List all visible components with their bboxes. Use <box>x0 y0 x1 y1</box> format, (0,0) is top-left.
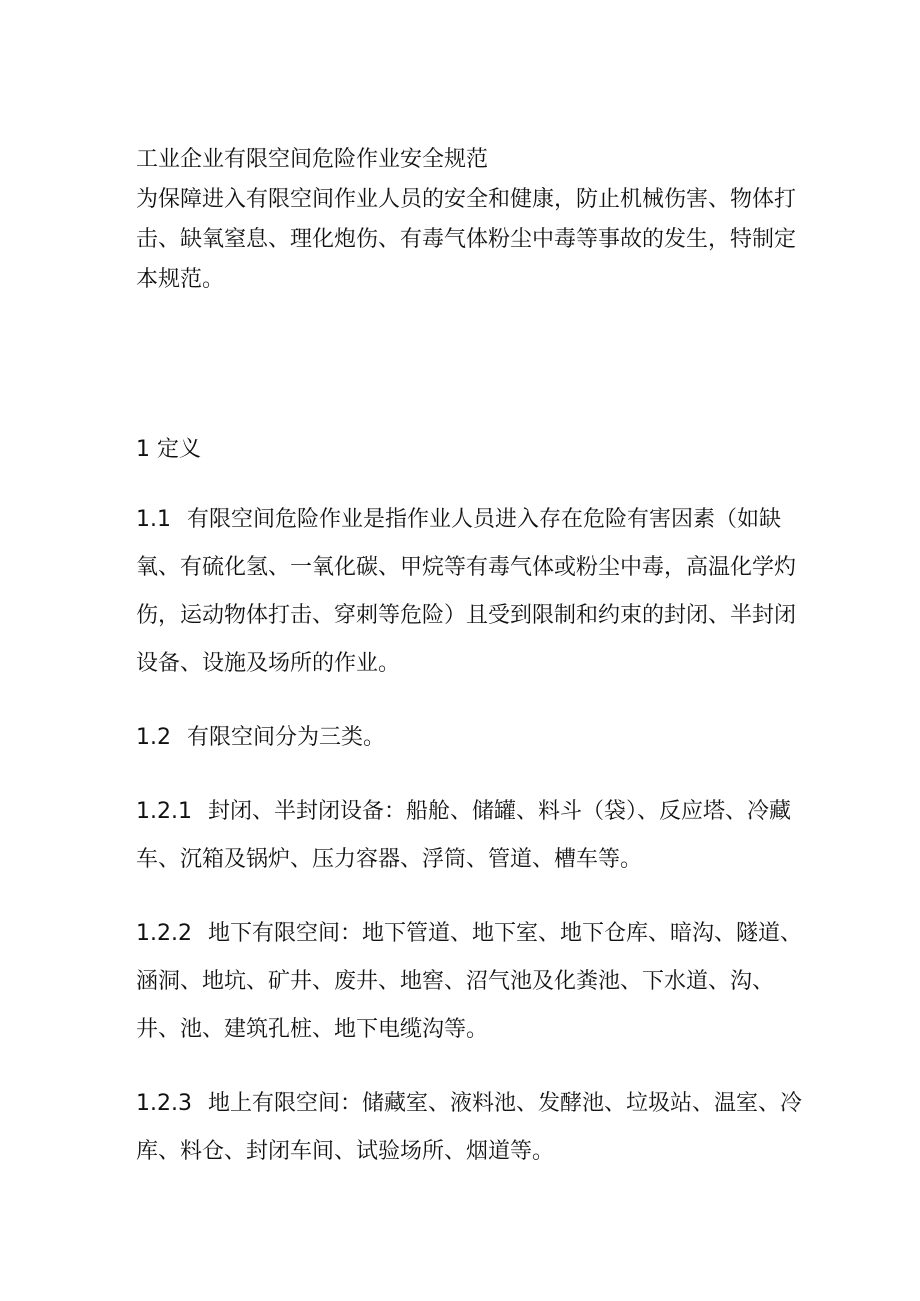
document-title: 工业企业有限空间危险作业安全规范 <box>136 147 489 172</box>
clause-number: 1.2.3 <box>136 1091 192 1116</box>
clause-1-2-3 <box>136 1080 808 1176</box>
clause-1-2-1 <box>136 788 808 884</box>
section-heading: 1 定义 <box>136 437 201 462</box>
clause-text: 地下有限空间：地下管道、地下室、地下仓库、暗沟、隧道、涵洞、地坑、矿井、废井、地窖、沼气池及化粪池、下水道、沟、井、池、建筑孔桩、地下电缆沟等。 <box>136 921 802 1042</box>
clause-number: 1.2.2 <box>136 921 192 946</box>
clause-number: 1.1 <box>136 507 171 532</box>
clause-text: 地上有限空间：储藏室、液料池、发酵池、垃圾站、温室、冷库、料仓、封闭车间、试验场所、烟道等。 <box>136 1091 802 1164</box>
clause-number: 1.2.1 <box>136 799 192 824</box>
clause-text: 有限空间分为三类。 <box>187 725 386 750</box>
intro-paragraph: 为保障进入有限空间作业人员的安全和健康，防止机械伤害、物体打击、缺氧窒息、理化炮伤、有毒气体粉尘中毒等事故的发生，特制定本规范。 <box>136 187 797 292</box>
clause-1-1 <box>136 496 808 688</box>
definitions-section <box>136 430 816 1176</box>
clause-text: 封闭、半封闭设备：船舱、储罐、料斗（袋）、反应塔、冷藏车、沉箱及锅炉、压力容器、浮筒、管道、槽车等。 <box>136 799 791 872</box>
clause-1-2 <box>136 714 808 762</box>
document-header <box>136 144 816 300</box>
clause-1-2-2 <box>136 910 808 1054</box>
clause-text: 有限空间危险作业是指作业人员进入存在危险有害因素（如缺氧、有硫化氢、一氧化碳、甲烷等有毒气体或粉尘中毒，高温化学灼伤，运动物体打击、穿刺等危险）且受到限制和约束的封闭、半封闭设备、设施及场所的作业。 <box>136 507 797 676</box>
clause-number: 1.2 <box>136 725 171 750</box>
